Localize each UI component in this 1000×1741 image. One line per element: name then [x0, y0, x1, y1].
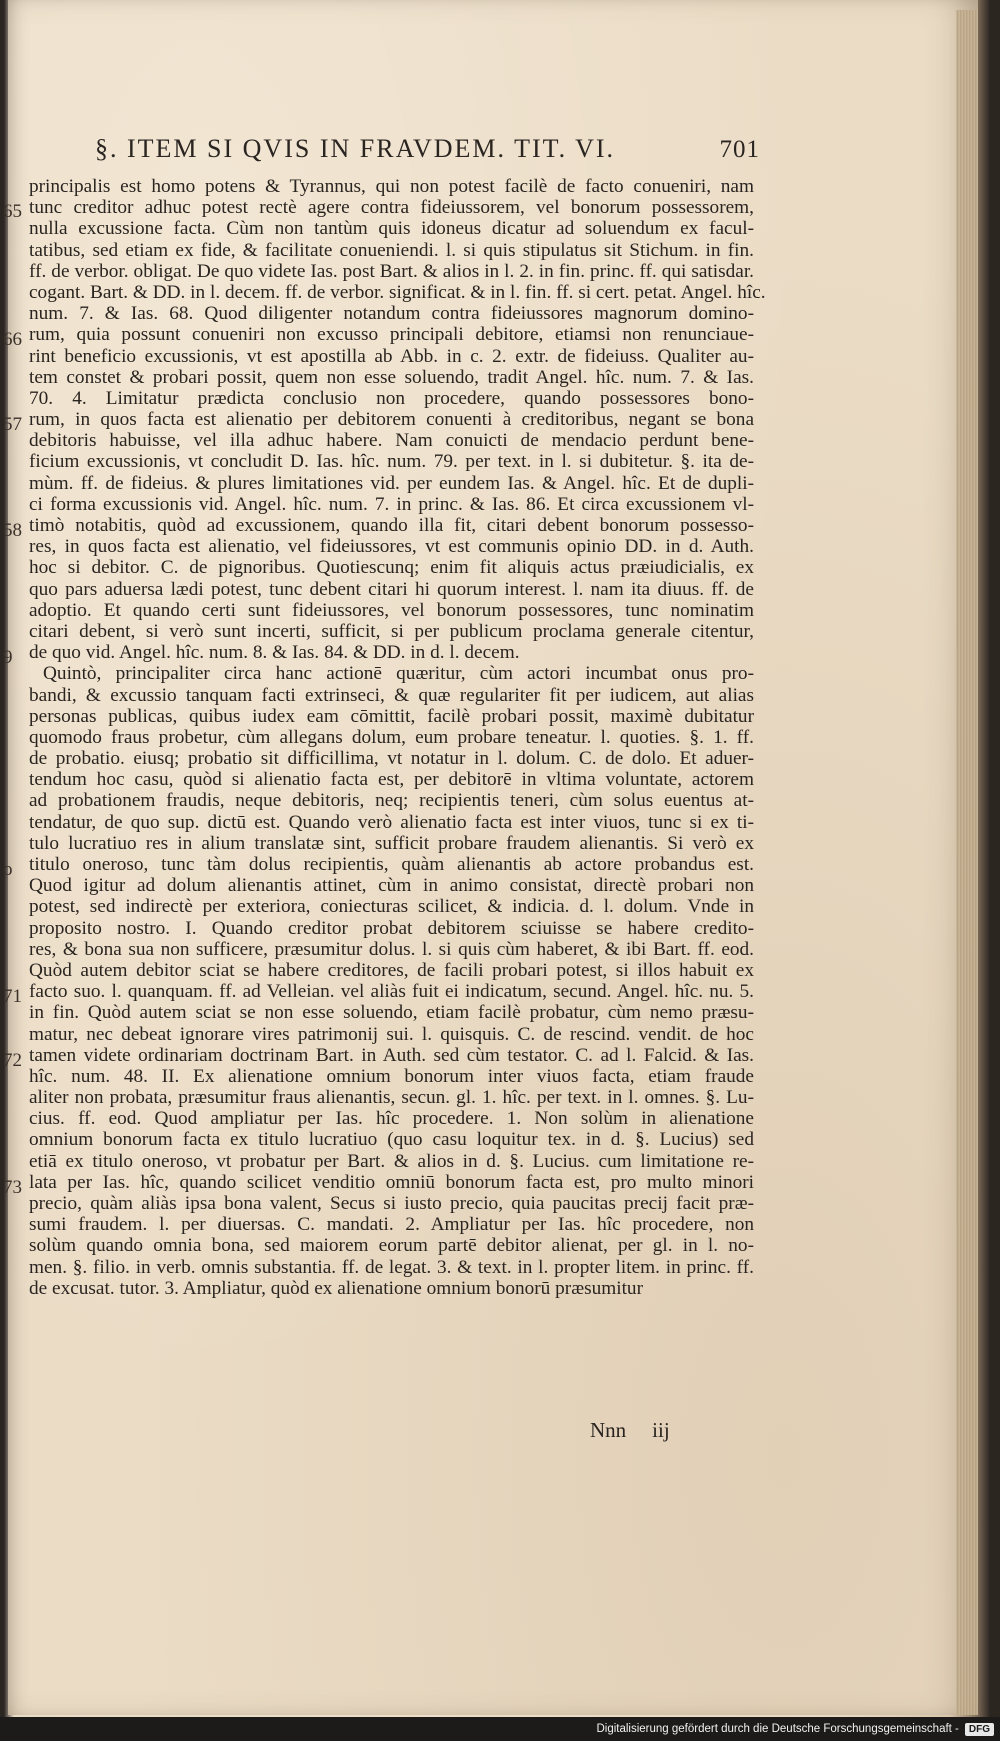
text-line: rint beneficio excussionis, vt est apostilla ab Abb. in c. 2. extr. de fideiuss. Qualiter au- — [29, 345, 754, 367]
text-line: personas publicas, quibus iudex eam cōmittit, facilè probari possit, maximè dubitatur — [29, 705, 754, 727]
text-line: ff. de verbor. obligat. De quo videte Ias. post Bart. & alios in l. 2. in fin. princ. ff. qui satisdar. — [29, 260, 754, 282]
text-line: adoptio. Et quando certi sunt fideiussores, vel bonorum possessores, tunc nominatim — [29, 599, 754, 621]
text-line: quomodo fraus probetur, cùm allegans dolum, eum probare teneatur. l. quoties. §. 1. ff. — [29, 726, 754, 748]
text-line: Quintò, principaliter circa hanc actionē quæritur, cùm actori incumbat onus pro- — [43, 663, 754, 685]
signature-mark: Nnn — [590, 1418, 627, 1442]
text-line: cius. ff. eod. Quod ampliatur per Ias. hîc procedere. 1. Non solùm in alienatione — [29, 1108, 754, 1130]
text-line: de quo vid. Angel. hîc. num. 8. & Ias. 84. & DD. in d. l. decem. — [29, 642, 520, 664]
text-line: proposito nostro. I. Quando creditor probat debitorem sciuisse se habere credito- — [29, 917, 754, 939]
text-line: cogant. Bart. & DD. in l. decem. ff. de verbor. significat. & in l. fin. ff. si cert. petat. Angel. hîc. — [29, 281, 766, 303]
margin-number: 66 — [3, 329, 22, 350]
text-line: de excusat. tutor. 3. Ampliatur, quòd ex alienatione omnium bonorū præsumitur — [29, 1277, 643, 1299]
text-line: etiā ex titulo oneroso, vt probatur per Bart. & alios in d. §. Lucius. cum limitatione re- — [29, 1150, 754, 1172]
text-line: rum, quia possunt conueniri non excusso principali debitore, etiamsi non renunciaue- — [29, 324, 754, 346]
text-line: tendum hoc casu, quòd si alienatio facta est, per debitorē in vltima voluntate, actorem — [29, 769, 754, 791]
text-line: tendatur, de quo sup. dictū est. Quando verò alienatio facta est inter viuos, tunc si ex ti- — [29, 811, 754, 833]
dfg-logo: DFG — [965, 1723, 994, 1736]
text-line: rum, in quos facta est alienatio per debitorem conuenti à creditoribus, negant se bona — [29, 409, 754, 431]
text-line: Quod igitur ad dolum alienantis attinet, cùm in animo consistat, directè probari non — [29, 875, 754, 897]
body-text — [29, 176, 766, 1299]
text-line: Quòd autem debitor sciat se habere creditores, de facili probari potest, si illos habuit ex — [29, 959, 754, 981]
text-line: de probatio. eiusq; probatio sit difficillima, vt notatur in l. dolum. C. de dolo. Et aduer- — [29, 748, 754, 770]
margin-number: 65 — [3, 201, 22, 222]
text-line: tatibus, sed etiam ex fide, & facilitate conueniendi. l. si quis stipulatus sit Stichum. in fin. — [29, 239, 754, 261]
text-line: res, in quos facta est alienatio, vel fideiussores, vt est communis opinio DD. in d. Auth. — [29, 536, 754, 558]
text-line: bandi, & excussio tanquam facti extrinseci, & quæ regulariter fit per iudicem, aut alias — [29, 684, 754, 706]
text-line: precio, quàm aliàs ipsa bona valent, Secus si iusto precio, quia paucitas precij facit præ- — [29, 1193, 754, 1214]
margin-number: 57 — [3, 414, 22, 435]
text-line: potest, sed indirectè per exteriora, coniecturas scilicet, & indicia. d. l. dolum. Vnde in — [29, 896, 754, 918]
text-line: citari debent, si verò sunt incerti, sufficit, si per publicum proclama generale citentur, — [29, 620, 754, 642]
text-line: titulo oneroso, tunc tàm dolus recipientis, quàm alienantis ab actore probandus est. — [29, 854, 754, 875]
catchwords — [590, 1418, 750, 1443]
margin-number: 9 — [3, 647, 13, 668]
page-edges — [956, 10, 978, 1715]
page-header — [95, 134, 760, 164]
margin-number: 72 — [3, 1050, 22, 1071]
margin-number: o — [3, 859, 13, 880]
margin-number: 71 — [3, 986, 22, 1007]
text-line: num. 7. & Ias. 68. Quod diligenter notandum contra fideiussores magnorum domino- — [29, 303, 754, 325]
text-line: nulla excussione facta. Cùm non tantùm quis idoneus dicatur ad soluendum ex facul- — [29, 218, 754, 240]
margin-number: 58 — [3, 520, 22, 541]
text-line: debitoris habuisse, vel illa adhuc habere. Nam conuicti de mendacio perdunt bene- — [29, 430, 754, 452]
text-line: 70. 4. Limitatur prædicta conclusio non procedere, quando possessores bono- — [29, 387, 754, 409]
text-line: sumi fraudem. l. per diuersas. C. mandati. 2. Ampliatur per Ias. hîc procedere, non — [29, 1214, 754, 1236]
text-line: in fin. Quòd autem sciat se non esse soluendo, etiam facilè probatur, cùm nemo præsu- — [29, 1002, 754, 1024]
text-line: solùm quando omnia bona, sed maiorem eorum partē debitor alienat, per gl. in l. no- — [29, 1235, 754, 1257]
text-line: hoc si debitor. C. de pignoribus. Quotiescunq; enim fit aliquis actus præiudicialis, ex — [29, 557, 754, 579]
text-line: mùm. ff. de fideius. & plures limitationes vid. per eundem Ias. & Angel. hîc. Et de dupli- — [29, 472, 754, 494]
text-line: tulo lucratiuo res in alium translatæ sint, sufficit probare fraudem alienantis. Si verò ex — [29, 832, 754, 854]
footer-credit: Digitalisierung gefördert durch die Deutsche Forschungsgemeinschaft - — [596, 1723, 959, 1735]
leaf-number: iij — [652, 1418, 670, 1442]
folio-number: 701 — [719, 136, 760, 163]
margin-number: 73 — [3, 1177, 22, 1198]
text-line: ad probationem fraudis, neque debitoris, neq; recipientis teneri, cùm solus euentus at- — [29, 790, 754, 812]
text-line: timò notabitis, quòd ad excussionem, quando illa fit, citari debent bonorum possesso- — [29, 515, 754, 536]
text-line: aliter non probata, præsumitur fraus alienantis, secun. gl. 1. hîc. per text. in l. omnes. §. Lu- — [29, 1087, 754, 1109]
text-line: lata per Ias. hîc, quando scilicet venditio omniū bonorum facta est, pro multo minori — [29, 1171, 754, 1193]
text-line: ci forma excussionis vid. Angel. hîc. num. 7. in princ. & Ias. 86. Et circa excussionem vl- — [29, 493, 754, 515]
text-line: ficium excussionis, vt concludit D. Ias. hîc. num. 79. per text. in l. si dubitetur. §. ita de- — [29, 451, 754, 473]
text-line: men. §. filio. in verb. omnis substantia. ff. de legat. 3. & text. in l. propter litem. in princ. ff. — [29, 1256, 754, 1278]
text-line: principalis est homo potens & Tyrannus, qui non potest facilè de facto conueniri, nam — [29, 176, 754, 197]
text-line: hîc. num. 48. II. Ex alienatione omnium bonorum inter viuos facta, etiam fraude — [29, 1065, 754, 1087]
text-line: facto suo. l. quanquam. ff. ad Velleian. vel aliàs fuit ei indicatum, secund. Angel. hîc. nu. 5. — [29, 981, 754, 1003]
text-line: matur, nec debeat ignorare vires patrimonij sui. l. quisquis. C. de rescind. vendit. de hoc — [29, 1023, 754, 1045]
text-line: quo pars aduersa lædi potest, tunc debent citari hi quorum interest. l. nam ita diuus. ff. de — [29, 578, 754, 600]
text-line: tem constet & probari possit, quem non esse soluendo, tradit Angel. hîc. num. 7. & Ias. — [29, 366, 754, 388]
text-line: tunc creditor adhuc potest rectè agere contra fideiussorem, vel bonorum possessorem, — [29, 197, 754, 219]
text-line: omnium bonorum facta ex titulo lucratiuo (quo casu loquitur tex. in d. §. Lucius) sed — [29, 1129, 754, 1151]
running-head: §. ITEM SI QVIS IN FRAVDEM. TIT. VI. — [95, 134, 616, 163]
text-line: tamen videte ordinariam doctrinam Bart. in Auth. sed cùm testator. C. ad l. Falcid. & Ias. — [29, 1044, 754, 1066]
digitization-footer — [0, 1717, 1000, 1741]
text-line: res, & bona sua non sufficere, præsumitur dolus. l. si quis cùm haberet, & ibi Bart. ff. eod. — [29, 938, 754, 960]
